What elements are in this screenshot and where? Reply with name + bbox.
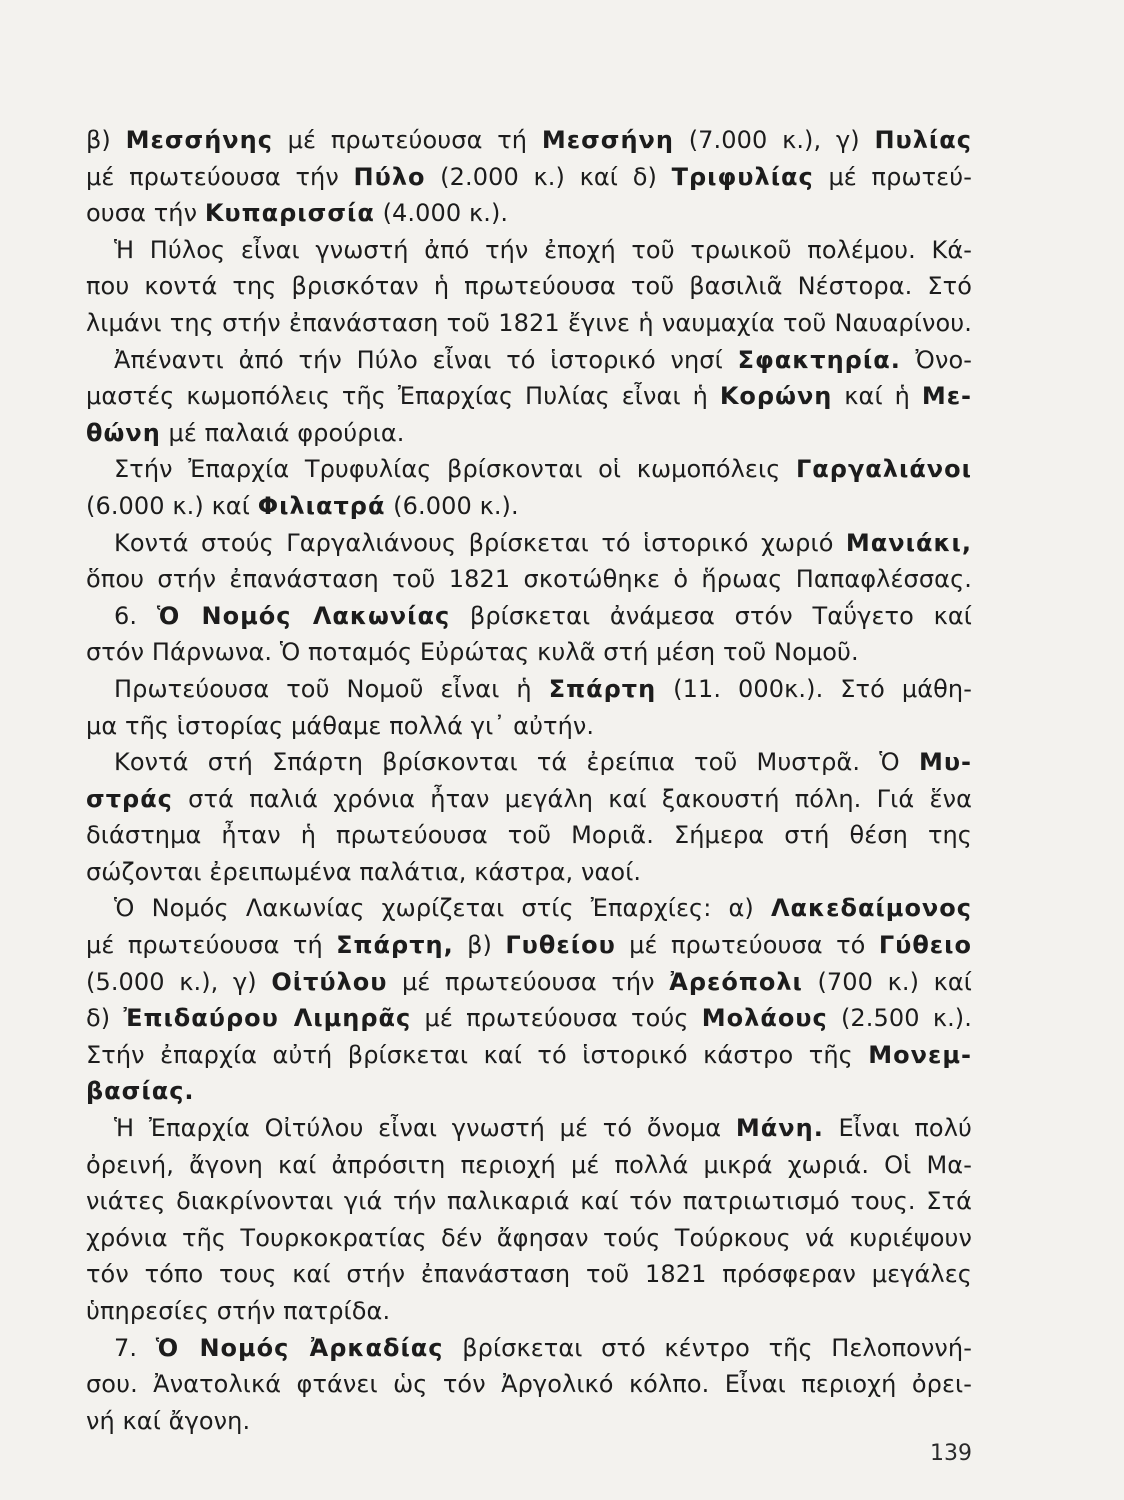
text-line: λιμάνι της στήν ἐπανάσταση τοῦ 1821 ἔγινε ἡ ναυμαχία τοῦ Ναυαρίνου. <box>86 308 972 337</box>
text-line: β) Μεσσήνης μέ πρωτεύουσα τή Μεσσήνη (7.000 κ.), γ) Πυλίας <box>86 126 972 154</box>
text-line: μέ πρωτεύουσα τήν Πύλο (2.000 κ.) καί δ) Τριφυλίας μέ πρωτεύ- <box>86 162 972 191</box>
text-line: Πρωτεύουσα τοῦ Νομοῦ εἶναι ἡ Σπάρτη (11. 000κ.). Στό μάθη- <box>114 674 972 703</box>
text-line: ουσα τήν Κυπαρισσία (4.000 κ.). <box>86 199 509 228</box>
text-line: στόν Πάρνωνα. Ὁ ποταμός Εὐρώτας κυλᾶ στή μέση τοῦ Νομοῦ. <box>86 638 859 667</box>
text-line: μαστές κωμοπόλεις τῆς Ἐπαρχίας Πυλίας εἶναι ἡ Κορώνη καί ἡ Με- <box>86 382 972 411</box>
text-line: ὀρεινή, ἄγονη καί ἀπρόσιτη περιοχή μέ πολλά μικρά χωριά. Οἱ Μα- <box>86 1150 972 1179</box>
text-line: στράς στά παλιά χρόνια ἦταν μεγάλη καί ξακουστή πόλη. Γιά ἕνα <box>86 784 972 813</box>
text-line: χρόνια τῆς Τουρκοκρατίας δέν ἄφησαν τούς Τούρκους νά κυριέψουν <box>86 1223 972 1252</box>
text-line: μα τῆς ἱστορίας μάθαμε πολλά γι᾽ αὐτήν. <box>86 711 595 740</box>
text-line: σου. Ἀνατολικά φτάνει ὡς τόν Ἀργολικό κόλπο. Εἶναι περιοχή ὀρει- <box>86 1370 972 1399</box>
text-line: θώνη μέ παλαιά φρούρια. <box>86 418 405 447</box>
text-line: που κοντά της βρισκόταν ἡ πρωτεύουσα τοῦ βασιλιᾶ Νέστορα. Στό <box>86 272 972 301</box>
text-line: νή καί ἄγονη. <box>86 1406 251 1435</box>
text-line: 6. Ὁ Νομός Λακωνίας βρίσκεται ἀνάμεσα στόν Ταΰγετο καί <box>114 601 972 630</box>
text-line: τόν τόπο τους καί στήν ἐπανάσταση τοῦ 1821 πρόσφεραν μεγάλες <box>86 1260 972 1289</box>
text-line: 7. Ὁ Νομός Ἀρκαδίας βρίσκεται στό κέντρο τῆς Πελοποννή- <box>114 1333 972 1362</box>
text-line: Ἀπέναντι ἀπό τήν Πύλο εἶναι τό ἱστορικό νησί Σφακτηρία. Ὀνο- <box>114 345 972 374</box>
text-line: (5.000 κ.), γ) Οἰτύλου μέ πρωτεύουσα τήν Ἀρεόπολι (700 κ.) καί <box>86 967 972 996</box>
text-line: Ὁ Νομός Λακωνίας χωρίζεται στίς Ἐπαρχίες: α) Λακεδαίμονος <box>114 894 972 923</box>
text-block <box>86 122 972 1439</box>
page-number: 139 <box>930 1441 972 1466</box>
text-line: μέ πρωτεύουσα τή Σπάρτη, β) Γυθείου μέ πρωτεύουσα τό Γύθειο <box>86 931 972 960</box>
text-line: σώζονται ἐρειπωμένα παλάτια, κάστρα, ναοί. <box>86 857 642 886</box>
text-line: ὑπηρεσίες στήν πατρίδα. <box>86 1297 391 1325</box>
text-line: Στήν Ἐπαρχία Τρυφυλίας βρίσκονται οἱ κωμοπόλεις Γαργαλιάνοι <box>114 455 972 484</box>
text-line: Στήν ἐπαρχία αὐτή βρίσκεται καί τό ἱστορικό κάστρο τῆς Μονεμ- <box>86 1040 972 1069</box>
text-line: Ἡ Ἐπαρχία Οἰτύλου εἶναι γνωστή μέ τό ὄνομα Μάνη. Εἶναι πολύ <box>114 1114 972 1143</box>
text-line: Ἡ Πύλος εἶναι γνωστή ἀπό τήν ἐποχή τοῦ τρωικοῦ πολέμου. Κά- <box>114 235 972 264</box>
text-line: νιάτες διακρίνονται γιά τήν παλικαριά καί τόν πατριωτισμό τους. Στά <box>86 1187 972 1216</box>
text-line: Κοντά στή Σπάρτη βρίσκονται τά ἐρείπια τοῦ Μυστρᾶ. Ὁ Μυ- <box>114 748 972 777</box>
text-line: δ) Ἐπιδαύρου Λιμηρᾶς μέ πρωτεύουσα τούς Μολάους (2.500 κ.). <box>86 1004 972 1033</box>
text-line: βασίας. <box>86 1077 195 1106</box>
text-line: Κοντά στούς Γαργαλιάνους βρίσκεται τό ἱστορικό χωριό Μανιάκι, <box>114 528 972 557</box>
text-line: ὅπου στήν ἐπανάσταση τοῦ 1821 σκοτώθηκε ὁ ἥρωας Παπαφλέσσας. <box>86 565 972 594</box>
text-line: (6.000 κ.) καί Φιλιατρά (6.000 κ.). <box>86 491 519 520</box>
text-line: διάστημα ἦταν ἡ πρωτεύουσα τοῦ Μοριᾶ. Σήμερα στή θέση της <box>86 821 972 850</box>
